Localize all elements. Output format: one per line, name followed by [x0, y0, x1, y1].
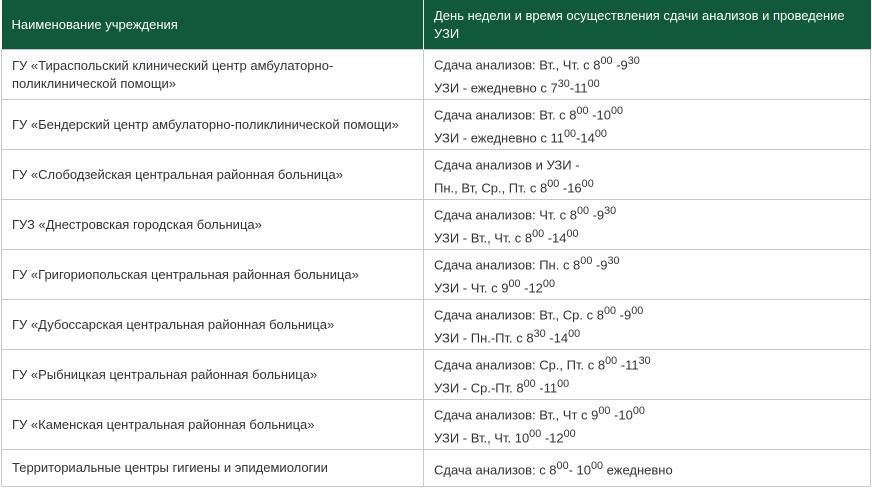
schedule-cell — [424, 50, 871, 100]
institution-name: ГУ «Бендерский центр амбулаторно-поликлинической помощи» — [2, 100, 424, 150]
schedule-text: УЗИ - Ср.-Пт. 8 — [434, 379, 524, 395]
schedule-line — [434, 75, 860, 97]
schedule-text: ежедневно — [603, 462, 673, 478]
time-sup: 00 — [556, 459, 569, 472]
schedule-line — [434, 402, 860, 424]
schedule-text: -9 — [612, 57, 628, 73]
table-header-row — [2, 0, 871, 50]
schedule-cell — [424, 250, 871, 300]
table-row — [2, 150, 871, 200]
table-row — [2, 100, 871, 150]
time-sup: 30 — [627, 55, 640, 68]
time-sup: 00 — [563, 127, 577, 140]
schedule-text: -14 — [544, 229, 567, 245]
time-sup: 00 — [594, 127, 607, 140]
schedule-table — [1, 0, 871, 487]
schedule-text: УЗИ - Чт. с 9 — [434, 279, 509, 295]
time-sup: 00 — [563, 427, 576, 440]
schedule-text: УЗИ - Вт., Чт. 10 — [434, 429, 530, 445]
schedule-text: -14 — [576, 129, 595, 145]
table-row — [2, 200, 871, 250]
schedule-line — [434, 175, 860, 197]
schedule-text: Пн., Вт, Ср., Пт. с 8 — [434, 179, 548, 195]
schedule-text: -9 — [592, 257, 608, 273]
schedule-text: УЗИ - ежедневно с 7 — [434, 79, 558, 95]
time-sup: 30 — [533, 327, 546, 340]
schedule-line — [434, 252, 860, 274]
schedule-line — [434, 352, 860, 374]
schedule-line — [434, 52, 860, 74]
time-sup: 00 — [576, 105, 589, 118]
schedule-text: -12 — [541, 429, 564, 445]
schedule-line — [434, 302, 860, 324]
schedule-line — [434, 102, 860, 124]
schedule-line — [434, 152, 860, 174]
schedule-line — [434, 425, 860, 447]
institution-name: ГУ «Тираспольский клинический центр амбулаторно-поликлинической помощи» — [2, 50, 424, 100]
schedule-text: -12 — [520, 279, 543, 295]
schedule-text: Сдача анализов: Ср., Пт. с 8 — [434, 357, 606, 373]
time-sup: 00 — [508, 277, 521, 290]
schedule-text: - 10 — [568, 462, 591, 478]
schedule-text: -10 — [588, 107, 611, 123]
time-sup: 00 — [547, 177, 560, 190]
table-body — [2, 50, 871, 487]
schedule-text: Сдача анализов и УЗИ - — [434, 157, 580, 173]
schedule-text: Сдача анализов: Чт. с 8 — [434, 207, 577, 223]
schedule-line — [434, 225, 860, 247]
schedule-text: -9 — [588, 207, 605, 223]
table-row — [2, 400, 871, 450]
time-sup: 00 — [576, 205, 589, 218]
institution-name: Территориальные центры гигиены и эпидемиологии — [2, 450, 424, 487]
schedule-line — [434, 125, 860, 147]
time-sup: 00 — [532, 227, 545, 240]
time-sup: 00 — [591, 459, 604, 472]
institution-name: ГУ «Григориопольская центральная районная больница» — [2, 250, 424, 300]
institution-name: ГУ «Дубоссарская центральная районная больница» — [2, 300, 424, 350]
schedule-text: -10 — [610, 407, 633, 423]
institution-name: ГУ «Рыбницкая центральная районная больница» — [2, 350, 424, 400]
time-sup: 00 — [557, 377, 570, 390]
schedule-cell — [424, 400, 871, 450]
schedule-cell — [424, 200, 871, 250]
schedule-cell — [424, 100, 871, 150]
schedule-line — [434, 375, 860, 397]
schedule-line — [434, 325, 860, 347]
institution-name: ГУЗ «Днестровская городская больница» — [2, 200, 424, 250]
schedule-text: УЗИ - Вт., Чт. с 8 — [434, 229, 533, 245]
table-row — [2, 50, 871, 100]
header-institution: Наименование учреждения — [2, 0, 424, 50]
schedule-text: УЗИ - ежедневно с 11 — [434, 129, 564, 145]
schedule-cell — [424, 350, 871, 400]
time-sup: 00 — [603, 305, 617, 318]
time-sup: 00 — [587, 77, 600, 90]
schedule-text: -11 — [535, 379, 558, 395]
time-sup: 30 — [638, 355, 651, 368]
schedule-text: УЗИ - Пн.-Пт. с 8 — [434, 329, 534, 345]
schedule-text: Сдача анализов: Вт., Чт. с 8 — [434, 57, 601, 73]
time-sup: 00 — [580, 255, 593, 268]
time-sup: 00 — [605, 355, 618, 368]
time-sup: 00 — [632, 405, 645, 418]
institution-name: ГУ «Каменская центральная районная больница» — [2, 400, 424, 450]
schedule-line — [434, 457, 860, 479]
schedule-text: Сдача анализов: Вт., Чт с 9 — [434, 407, 599, 423]
table-row — [2, 250, 871, 300]
time-sup: 00 — [581, 177, 594, 190]
schedule-cell — [424, 450, 871, 487]
schedule-cell — [424, 300, 871, 350]
time-sup: 00 — [610, 105, 624, 118]
schedule-text: Сдача анализов: Вт., Ср. с 8 — [434, 307, 604, 323]
time-sup: 00 — [568, 327, 581, 340]
schedule-text: Сдача анализов: Вт. с 8 — [434, 107, 577, 123]
schedule-text: -16 — [559, 179, 582, 195]
time-sup: 00 — [631, 305, 644, 318]
table-row — [2, 300, 871, 350]
institution-name: ГУ «Слободзейская центральная районная больница» — [2, 150, 424, 200]
schedule-text: Сдача анализов: Пн. с 8 — [434, 257, 581, 273]
schedule-text: -9 — [616, 307, 632, 323]
time-sup: 30 — [604, 205, 617, 218]
time-sup: 00 — [542, 277, 555, 290]
time-sup: 00 — [566, 227, 579, 240]
time-sup: 00 — [529, 427, 542, 440]
schedule-line — [434, 275, 860, 297]
time-sup: 00 — [598, 405, 611, 418]
time-sup: 00 — [523, 377, 536, 390]
table-row-last — [2, 450, 871, 487]
header-schedule: День недели и время осуществления сдачи анализов и проведение УЗИ — [424, 0, 871, 50]
schedule-text: -11 — [569, 79, 588, 95]
schedule-text: -14 — [545, 329, 569, 345]
schedule-line — [434, 202, 860, 224]
schedule-cell — [424, 150, 871, 200]
schedule-text: -11 — [617, 357, 639, 373]
time-sup: 00 — [600, 55, 613, 68]
schedule-text: Сдача анализов: с 8 — [434, 462, 557, 478]
time-sup: 30 — [607, 255, 620, 268]
time-sup: 30 — [557, 77, 570, 90]
table-row — [2, 350, 871, 400]
